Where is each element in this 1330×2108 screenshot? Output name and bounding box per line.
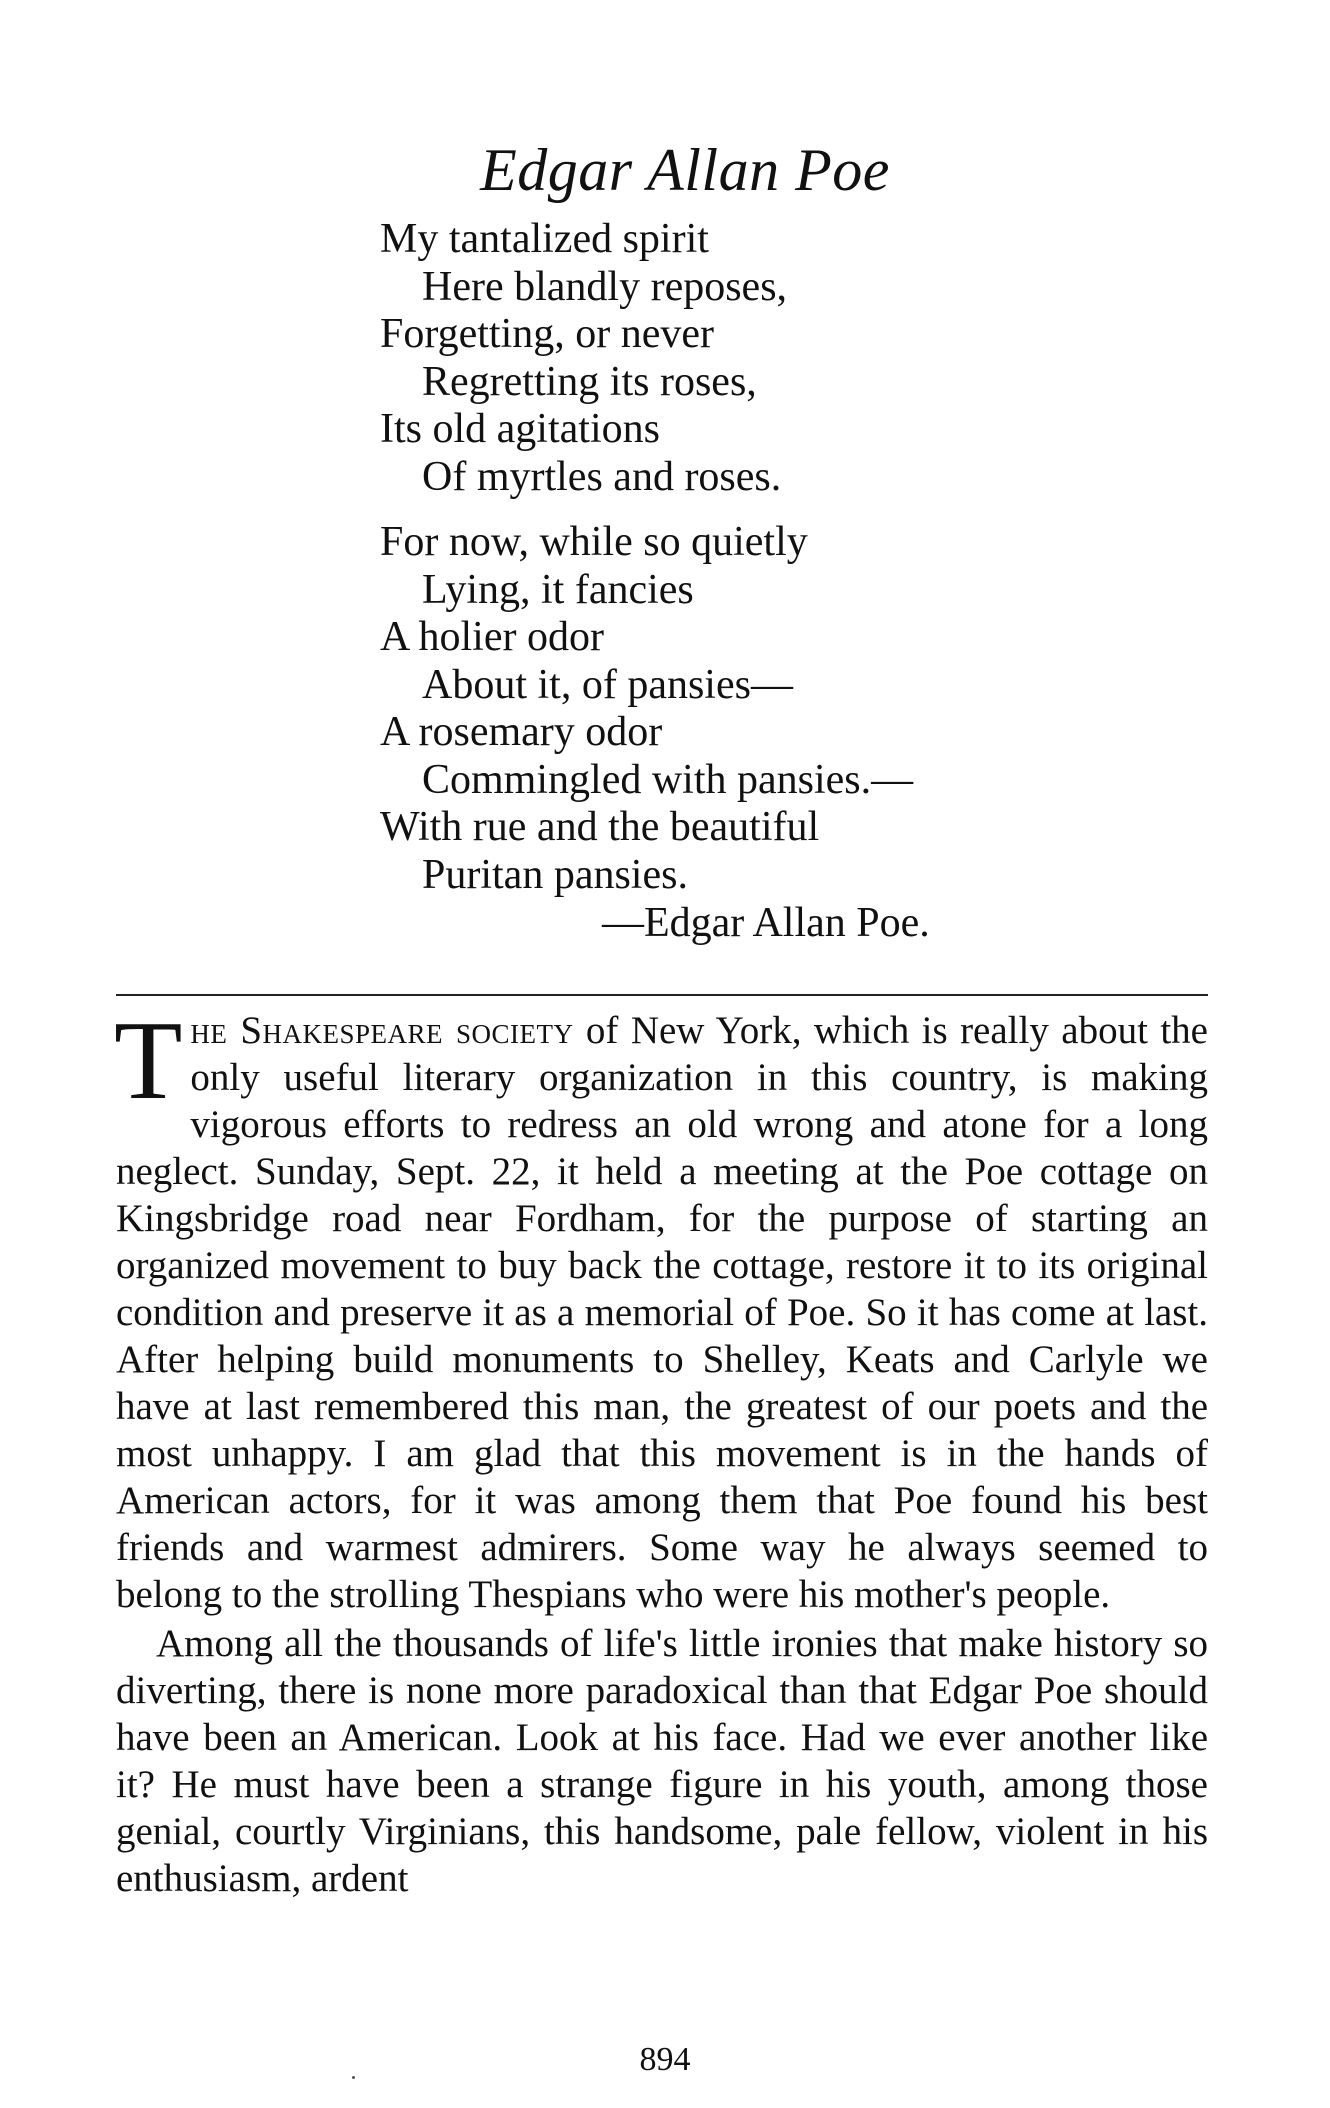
poem-line: Lying, it fancies [422,566,694,613]
poem-attribution: —Edgar Allan Poe. [602,900,930,946]
page-title: Edgar Allan Poe [480,137,890,203]
poem-line: Puritan pansies. [422,851,688,898]
drop-cap: T [114,999,183,1123]
lead-in-smallcaps: he Shakespeare society [190,1009,574,1052]
page-number: 894 [639,2041,691,2078]
poem-line: Of myrtles and roses. [422,453,782,500]
poem-line: My tantalized spirit [380,216,709,262]
poem-line: A holier odor [380,614,604,660]
essay-body [114,999,1208,1902]
poem-line: A rosemary odor [380,709,663,755]
essay-paragraph [114,999,1208,1618]
poem-line: Forgetting, or never [380,311,714,357]
section-divider [116,994,1208,996]
poem-line: Commingled with pansies.— [422,756,914,803]
poem-line: About it, of pansies— [422,661,793,708]
poem-line: Here blandly reposes, [422,263,788,310]
poem-line: For now, while so quietly [380,519,808,565]
paragraph-text: of New York, which is really about the only useful literary organization in this country, is making vigorous efforts to redress an old wrong and atone for a long neglect. Sunday, Sept. 22, it held a meeting at the Poe cottage on Kingsbridge road near Fordham, for the purpose of starting an organized movement to buy back the cottage, restore it to its original condition and preserve it as a memorial of Poe. So it has come at last. After helping build monuments to Shelley, Keats and Carlyle we have at last remembered this man, the greatest of our poets and the most unhappy. I am glad that this movement is in the hands of American actors, for it was among them that Poe found his best friends and warmest admirers. Some way he always seemed to belong to the strolling Thespians who were his mother's people. [116,1009,1208,1616]
poem-line: Regretting its roses, [422,358,757,405]
epigraph-poem [380,216,1080,947]
print-speck [352,2076,355,2079]
poem-line: Its old agitations [380,406,660,452]
essay-paragraph: Among all the thousands of life's little ironies that make history so diverting, there is none more paradoxical than that Edgar Poe should have been an American. Look at his face. Had we ever another like it? He must have been a strange figure in his youth, among those genial, courtly Virginians, this handsome, pale fellow, violent in his enthusiasm, ardent [116,1622,1208,1900]
poem-line: With rue and the beautiful [380,804,820,850]
stanza-break [380,501,1080,519]
